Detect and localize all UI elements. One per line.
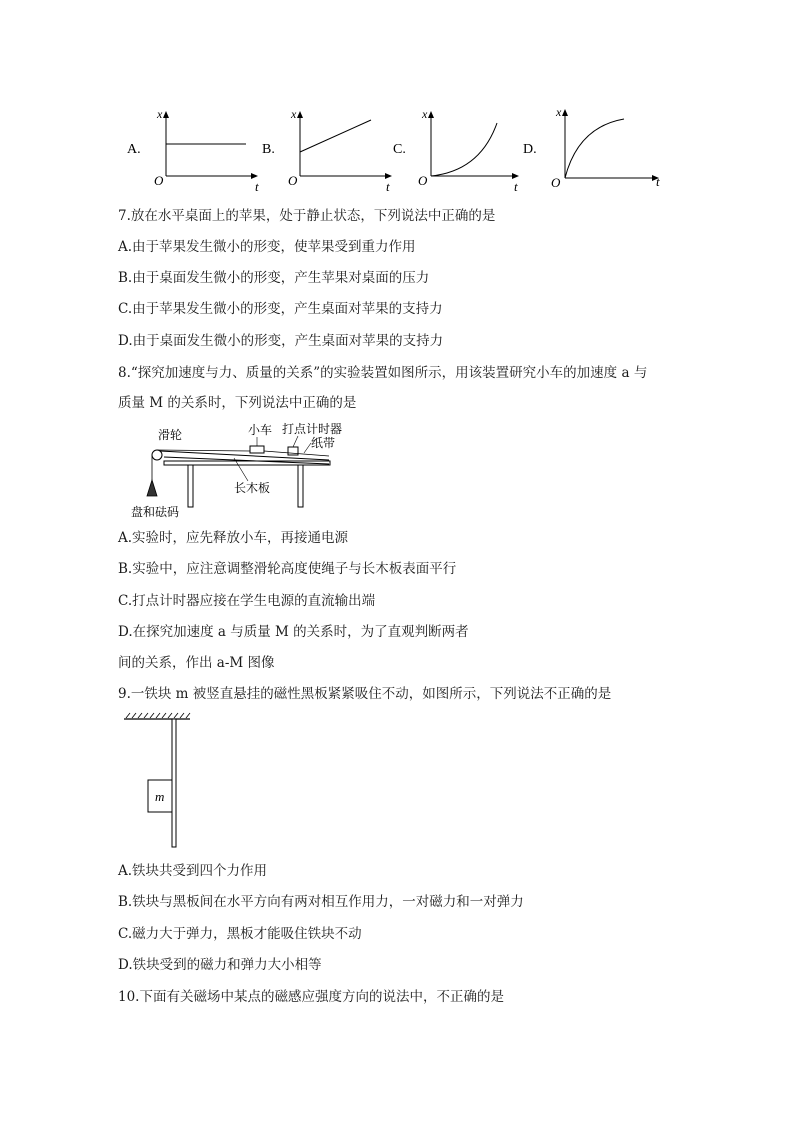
label-weights: 盘和砝码 [131, 505, 180, 519]
y-axis-label: x [556, 105, 562, 119]
y-axis-label: x [157, 107, 163, 121]
label-pulley: 滑轮 [158, 428, 183, 442]
graph-curve [431, 123, 497, 176]
y-axis-arrow [297, 111, 303, 118]
y-axis-arrow [428, 111, 434, 118]
q9-option-d: D.铁块受到的磁力和弹力大小相等 [118, 957, 322, 973]
x-axis-label: t [386, 179, 390, 194]
label-cart: 小车 [248, 423, 273, 437]
board-top [160, 451, 329, 460]
graph-option-b [260, 105, 400, 195]
q7-option-d: D.由于桌面发生微小的形变，产生桌面对苹果的支持力 [118, 333, 444, 349]
q8-stem-line1: 8.“探究加速度与力、质量的关系”的实验装置如图所示，用该装置研究小车的加速度 a 与 [118, 365, 648, 381]
q8-option-d-cont: 间的关系，作出 a-M 图像 [118, 655, 275, 671]
x-axis-label: t [656, 174, 660, 189]
q8-apparatus-figure [128, 420, 368, 520]
graph-option-a [125, 105, 265, 195]
graph-option-d [520, 105, 670, 195]
q8-option-d: D.在探究加速度 a 与质量 M 的关系时，为了直观判断两者 [118, 624, 469, 640]
graph-curve [565, 119, 624, 178]
q9-option-a: A.铁块共受到四个力作用 [118, 863, 268, 879]
option-label-d: D. [523, 142, 537, 157]
label-tape: 纸带 [311, 436, 336, 450]
option-label-b: B. [262, 142, 275, 157]
table-leg-left [188, 465, 193, 507]
origin-label: O [551, 175, 561, 190]
q9-blackboard-figure [118, 712, 198, 857]
weight-pan [147, 480, 157, 496]
cart [250, 446, 264, 453]
y-axis-arrow [562, 109, 568, 116]
ceiling-hatch [126, 713, 190, 718]
label-timer: 打点计时器 [282, 422, 343, 436]
q10-stem: 10.下面有关磁场中某点的磁感应强度方向的说法中，不正确的是 [118, 989, 504, 1005]
option-label-c: C. [393, 142, 406, 157]
q7-option-b: B.由于桌面发生微小的形变，产生苹果对桌面的压力 [118, 270, 430, 286]
string [157, 450, 250, 451]
q9-option-c: C.磁力大于弹力，黑板才能吸住铁块不动 [118, 926, 362, 942]
x-axis-label: t [255, 179, 259, 194]
q9-stem: 9.一铁块 m 被竖直悬挂的磁性黑板紧紧吸住不动，如图所示，下列说法不正确的是 [118, 686, 612, 702]
y-axis-arrow [163, 111, 169, 118]
q8-option-b: B.实验中，应注意调整滑轮高度使绳子与长木板表面平行 [118, 561, 457, 577]
graph-option-c [390, 105, 530, 195]
label-board: 长木板 [234, 481, 271, 495]
leader-timer [293, 436, 298, 447]
y-axis-label: x [422, 107, 428, 121]
q7-stem: 7.放在水平桌面上的苹果，处于静止状态，下列说法中正确的是 [118, 208, 496, 224]
y-axis-label: x [291, 107, 297, 121]
graph-curve [300, 120, 371, 152]
leader-tape [304, 443, 311, 453]
origin-label: O [154, 173, 164, 188]
blackboard [172, 719, 176, 847]
block-label: m [155, 789, 165, 804]
origin-label: O [288, 173, 298, 188]
pulley [152, 450, 162, 460]
q9-option-b: B.铁块与黑板间在水平方向有两对相互作用力，一对磁力和一对弹力 [118, 894, 524, 910]
option-label-a: A. [127, 142, 141, 157]
x-axis-label: t [514, 179, 518, 194]
q7-option-c: C.由于苹果发生微小的形变，产生桌面对苹果的支持力 [118, 301, 443, 317]
q8-option-c: C.打点计时器应接在学生电源的直流输出端 [118, 593, 376, 609]
q8-option-a: A.实验时，应先释放小车，再接通电源 [118, 530, 349, 546]
q8-stem-line2: 质量 M 的关系时，下列说法中正确的是 [118, 395, 357, 411]
q7-option-a: A.由于苹果发生微小的形变，使苹果受到重力作用 [118, 239, 416, 255]
origin-label: O [418, 173, 428, 188]
table-leg-right [298, 465, 303, 507]
